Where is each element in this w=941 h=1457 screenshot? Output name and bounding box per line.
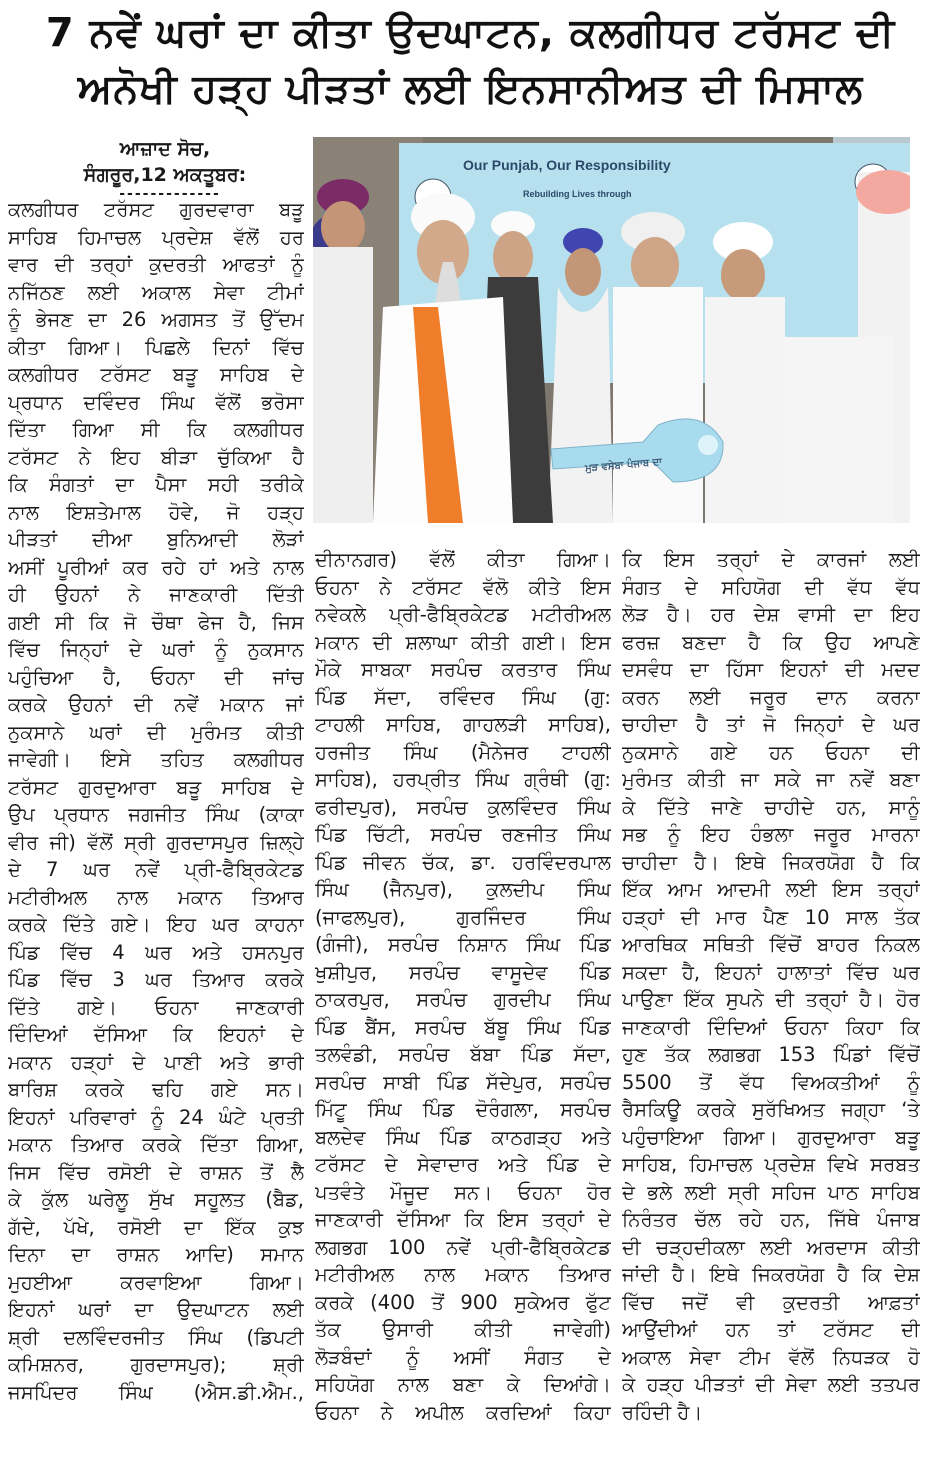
article-line: ਤੱਕ ਉਸਾਰੀ ਕੀਤੀ ਜਾਵੇਗੀ): [315, 1318, 611, 1341]
dateline: [20, 136, 310, 188]
article-line: ਮਕਾਨ ਦੀ ਸ਼ਲਾਘਾ ਕੀਤੀ ਗਈ। ਇਸ: [315, 630, 611, 654]
article-line: ਪ੍ਰਧਾਨ ਦਵਿੰਦਰ ਸਿੰਘ ਵੱਲੋਂ ਭਰੋਸਾ: [8, 390, 304, 414]
article-line: ਓਹਨਾ ਨੇ ਟਰੱਸਟ ਵੱਲੋ ਕੀਤੇ ਇਸ: [315, 575, 611, 599]
article-line: (ਜਾਫਲਪੁਰ), ਗੁਰਜਿੰਦਰ ਸਿੰਘ: [315, 905, 611, 929]
article-line: ਸਿੰਘ (ਜੈਨਪੁਰ), ਕੁਲਦੀਪ ਸਿੰਘ: [315, 878, 611, 901]
article-line: ਕੀਤਾ ਗਿਆ। ਪਿਛਲੇ ਦਿਨਾਂ ਵਿੱਚ: [8, 335, 304, 359]
article-line: ਪਹੁੰਚਾਇਆ ਗਿਆ। ਗੁਰਦੁਆਰਾ ਬੜੂ: [622, 1125, 920, 1149]
article-line: ਵਿੱਚ ਜਦੋਂ ਵੀ ਕੁਦਰਤੀ ਆਫ਼ਤਾਂ: [622, 1290, 920, 1314]
article-line: ਆਰਥਿਕ ਸਥਿਤੀ ਵਿੱਚੋਂ ਬਾਹਰ ਨਿਕਲ: [622, 933, 920, 956]
banner-subtitle: Rebuilding Lives through: [523, 189, 632, 199]
article-line: ਠਾਕਰਪੁਰ, ਸਰਪੰਚ ਗੁਰਦੀਪ ਸਿੰਘ: [315, 988, 611, 1011]
article-line: ਸਾਹਿਬ ਹਿਮਾਚਲ ਪ੍ਰਦੇਸ਼ ਵੱਲੋਂ ਹਰ: [8, 225, 304, 249]
article-line: ਵੀਰ ਜੀ) ਵੱਲੋਂ ਸ੍ਰੀ ਗੁਰਦਾਸਪੁਰ ਜ਼ਿਲ੍ਹੇ: [8, 830, 304, 854]
article-line: ਪਹੁੰਚਿਆ ਹੈ, ਓਹਨਾ ਦੀ ਜਾਂਚ: [8, 665, 304, 689]
article-line: 5500 ਤੋਂ ਵੱਧ ਵਿਅਕਤੀਆਂ ਨੂੰ: [622, 1070, 920, 1094]
article-line: ਦਿੱਤਾ ਗਿਆ ਸੀ ਕਿ ਕਲਗੀਧਰ: [8, 418, 304, 441]
article-line: ਕਿ ਸੰਗਤਾਂ ਦਾ ਪੈਸਾ ਸਹੀ ਤਰੀਕੇ: [8, 473, 304, 496]
article-line: ਗਈ ਸੀ ਕਿ ਜੋ ਚੌਥਾ ਫੇਜ ਹੈ, ਜਿਸ: [8, 610, 304, 634]
article-line: ਦਿੰਦਿਆਂ ਦੱਸਿਆ ਕਿ ਇਹਨਾਂ ਦੇ: [8, 1023, 304, 1046]
article-line: ਟਾਹਲੀ ਸਾਹਿਬ, ਗਾਹਲੜੀ ਸਾਹਿਬ),: [315, 713, 611, 736]
article-line: ਪਿੰਡ ਜੀਵਨ ਚੱਕ, ਡਾ. ਹਰਵਿੰਦਰਪਾਲ: [315, 850, 611, 874]
article-line: ਮਟੀਰੀਅਲ ਨਾਲ ਮਕਾਨ ਤਿਆਰ: [315, 1263, 611, 1286]
article-line: ਬਾਰਿਸ਼ ਕਰਕੇ ਢਹਿ ਗਏ ਸਨ।: [8, 1078, 304, 1101]
news-photo: [313, 137, 910, 523]
article-line: ਪਾਉਣਾ ਇੱਕ ਸੁਪਨੇ ਦੀ ਤਰ੍ਹਾਂ ਹੈ। ਹੋਰ: [622, 988, 920, 1011]
article-line: ਦਿੱਤੇ ਗਏ। ਓਹਨਾ ਜਾਣਕਾਰੀ: [8, 995, 304, 1019]
article-line: ਰੈਸਕਿਊ ਕਰਕੇ ਸੁਰੱਖਿਅਤ ਜਗ੍ਹਾ ‘ਤੇ: [622, 1098, 920, 1121]
article-line: ਦਸਵੰਧ ਦਾ ਹਿੱਸਾ ਇਹਨਾਂ ਦੀ ਮਦਦ: [622, 658, 920, 681]
article-line: ਪਤਵੰਤੇ ਮੌਜੂਦ ਸਨ। ਓਹਨਾ ਹੋਰ: [315, 1180, 611, 1204]
headline-line-1: 7 ਨਵੇਂ ਘਰਾਂ ਦਾ ਕੀਤਾ ਉਦਘਾਟਨ, ਕਲਗੀਧਰ ਟਰੱਸਟ ਦੀ: [45, 10, 896, 56]
article-line: ਦੇ ਭਲੇ ਲਈ ਸ੍ਰੀ ਸਹਿਜ ਪਾਠ ਸਾਹਿਬ: [622, 1180, 920, 1204]
key-prop-text: ਮੁੜ ਵਸੇਬਾ ਪੰਜਾਬ ਦਾ: [584, 456, 663, 475]
article-line: ਖੁਸ਼ੀਪੁਰ, ਸਰਪੰਚ ਵਾਸੂਦੇਵ ਪਿੰਡ: [315, 960, 611, 984]
article-line: ਨਾਲ ਇਸ਼ਤੇਮਾਲ ਹੋਵੇ, ਜੋ ਹੜ੍ਹ: [8, 500, 304, 524]
article-column-2: [315, 546, 611, 1426]
article-line: ਲੋੜਬੰਦਾਂ ਨੂੰ ਅਸੀਂ ਸੰਗਤ ਦੇ: [315, 1345, 611, 1369]
article-line: ਇਹਨਾਂ ਘਰਾਂ ਦਾ ਉਦਘਾਟਨ ਲਈ: [8, 1298, 304, 1321]
article-line: ਪਿੰਡ ਵਿੱਚ 3 ਘਰ ਤਿਆਰ ਕਰਕੇ: [8, 968, 304, 991]
article-line: ਵਿੱਚ ਜਿਨ੍ਹਾਂ ਦੇ ਘਰਾਂ ਨੂੰ ਨੁਕਸਾਨ: [8, 638, 304, 661]
article-line: ਨਿਰੰਤਰ ਚੱਲ ਰਹੇ ਹਨ, ਜਿੱਥੇ ਪੰਜਾਬ: [622, 1208, 920, 1231]
article-line: ਨਵੇਕਲੇ ਪ੍ਰੀ-ਫੈਬ੍ਰਿਕੇਟਡ ਮਟੀਰੀਅਲ: [315, 603, 611, 626]
article-line: ਸਭ ਨੂੰ ਇਹ ਹੰਭਲਾ ਜਰੂਰ ਮਾਰਨਾ: [622, 823, 920, 846]
article-line: ਹੀ ਉਹਨਾਂ ਨੇ ਜਾਣਕਾਰੀ ਦਿੱਤੀ: [8, 583, 304, 606]
article-line: ਸਹਿਯੋਗ ਨਾਲ ਬਣਾ ਕੇ ਦਿਆਂਗੇ।: [315, 1373, 611, 1396]
article-line: ਕੇ ਹੜ੍ਹ ਪੀੜਤਾਂ ਦੀ ਸੇਵਾ ਲਈ ਤਤਪਰ: [622, 1373, 920, 1396]
dateline-place-date: ਸੰਗਰੂਰ,12 ਅਕਤੂਬਰ:: [83, 164, 247, 186]
article-line: (ਗੰਜੀ), ਸਰਪੰਚ ਨਿਸ਼ਾਨ ਸਿੰਘ ਪਿੰਡ: [315, 933, 611, 956]
article-line: ਦੀ ਚੜ੍ਹਦੀਕਲਾ ਲਈ ਅਰਦਾਸ ਕੀਤੀ: [622, 1235, 920, 1259]
article-line: ਜਾਣਕਾਰੀ ਦਿੰਦਿਆਂ ਓਹਨਾ ਕਿਹਾ ਕਿ: [622, 1015, 920, 1039]
article-line: ਹੜ੍ਹਾਂ ਦੀ ਮਾਰ ਪੈਣ 10 ਸਾਲ ਤੱਕ: [622, 905, 920, 929]
article-line: ਟਰੱਸਟ ਨੇ ਇਹ ਬੀੜਾ ਚੁੱਕਿਆ ਹੈ: [8, 445, 304, 469]
article-line: ਤਲਵੰਡੀ, ਸਰਪੰਚ ਬੱਬਾ ਪਿੰਡ ਸੱਦਾ,: [315, 1043, 611, 1066]
article-line: ਕਰਕੇ ਦਿੱਤੇ ਗਏ। ਇਹ ਘਰ ਕਾਹਨਾ: [8, 913, 304, 936]
article-line: ਟਰੱਸਟ ਦੇ ਸੇਵਾਦਾਰ ਅਤੇ ਪਿੰਡ ਦੇ: [315, 1153, 611, 1176]
article-line: ਸੰਗਤ ਦੇ ਸਹਿਯੋਗ ਦੀ ਵੱਧ ਵੱਧ: [622, 575, 920, 599]
article-line: ਸਾਹਿਬ), ਹਰਪ੍ਰੀਤ ਸਿੰਘ ਗ੍ਰੰਥੀ (ਗੁ:: [315, 768, 611, 791]
banner-title: Our Punjab, Our Responsibility: [463, 157, 671, 173]
article-line: ਆਉਂਦੀਆਂ ਹਨ ਤਾਂ ਟਰੱਸਟ ਦੀ: [622, 1318, 920, 1341]
article-line: ਇਹਨਾਂ ਪਰਿਵਾਰਾਂ ਨੂੰ 24 ਘੰਟੇ ਪ੍ਰਤੀ: [8, 1105, 304, 1129]
article-line: ਪਿੰਡ ਵਿੱਚ 4 ਘਰ ਅਤੇ ਹਸਨਪੁਰ: [8, 940, 304, 964]
article-line: ਜਾਵੇਗੀ। ਇਸੇ ਤਹਿਤ ਕਲਗੀਧਰ: [8, 748, 304, 771]
article-line: ਜਿਸ ਵਿੱਚ ਰਸੋਈ ਦੇ ਰਾਸ਼ਨ ਤੋਂ ਲੈ: [8, 1160, 304, 1184]
article-line: ਪਿੰਡ ਚਿੱਟੀ, ਸਰਪੰਚ ਰਣਜੀਤ ਸਿੰਘ: [315, 823, 611, 846]
article-line: ਦਿਨਾ ਦਾ ਰਾਸ਼ਨ ਆਦਿ) ਸਮਾਨ: [8, 1243, 304, 1266]
article-line: ਫਰੀਦਪੁਰ), ਸਰਪੰਚ ਕੁਲਵਿੰਦਰ ਸਿੰਘ: [315, 795, 611, 819]
dateline-source: ਆਜ਼ਾਦ ਸੋਚ,: [119, 138, 211, 160]
article-line: ਮੁਹਈਆ ਕਰਵਾਇਆ ਗਿਆ।: [8, 1270, 304, 1294]
article-column-1: [8, 196, 304, 1406]
article-line: ਕੇ ਕੁੱਲ ਘਰੇਲੂ ਸੁੱਖ ਸਹੂਲਤ (ਬੈਡ,: [8, 1188, 304, 1211]
article-line: ਮਿੱਟੂ ਸਿੰਘ ਪਿੰਡ ਦੋਰੰਗਲਾ, ਸਰਪੰਚ: [315, 1098, 611, 1121]
article-line: ਮੌਕੇ ਸਾਬਕਾ ਸਰਪੰਚ ਕਰਤਾਰ ਸਿੰਘ: [315, 658, 611, 681]
article-line: ਮੁਰੰਮਤ ਕੀਤੀ ਜਾ ਸਕੇ ਜਾ ਨਵੇਂ ਬਣਾ: [622, 768, 920, 791]
article-line: ਜਸਪਿੰਦਰ ਸਿੰਘ (ਐਸ.ਡੀ.ਐਮ.,: [8, 1380, 304, 1404]
article-line: ਨੁਕਸਾਨੇ ਘਰਾਂ ਦੀ ਮੁਰੰਮਤ ਕੀਤੀ: [8, 720, 304, 744]
article-line: ਇੱਕ ਆਮ ਆਦਮੀ ਲਈ ਇਸ ਤਰ੍ਹਾਂ: [622, 878, 920, 901]
article-line: ਕਮਿਸ਼ਨਰ, ਗੁਰਦਾਸਪੁਰ); ਸ਼੍ਰੀ: [8, 1353, 304, 1376]
headline-line-2: ਅਨੋਖੀ ਹੜ੍ਹ ਪੀੜਤਾਂ ਲਈ ਇਨਸਾਨੀਅਤ ਦੀ ਮਿਸਾਲ: [77, 66, 864, 112]
article-line: ਕਿ ਇਸ ਤਰ੍ਹਾਂ ਦੇ ਕਾਰਜਾਂ ਲਈ: [622, 548, 920, 571]
article-line: ਫਰਜ਼ ਬਣਦਾ ਹੈ ਕਿ ਉਹ ਆਪਣੇ: [622, 630, 920, 654]
article-line: ਕਲਗੀਧਰ ਟਰੱਸਟ ਗੁਰਦਵਾਰਾ ਬੜੂ: [8, 198, 304, 221]
article-line: ਟਰੱਸਟ ਗੁਰਦੁਆਰਾ ਬੜੂ ਸਾਹਿਬ ਦੇ: [8, 775, 304, 799]
article-line: ਨੁਕਸਾਨੇ ਗਏ ਹਨ ਓਹਨਾ ਦੀ: [622, 740, 920, 764]
article-line: ਰਹਿੰਦੀ ਹੈ।: [622, 1400, 703, 1424]
article-line: ਪੀੜਤਾਂ ਦੀਆ ਬੁਨਿਆਦੀ ਲੋੜਾਂ: [8, 528, 304, 551]
article-line: ਗੱਦੇ, ਪੱਖੇ, ਰਸੋਈ ਦਾ ਇੱਕ ਕੁਝ: [8, 1215, 304, 1239]
article-line: ਕਰਕੇ ਉਹਨਾਂ ਦੀ ਨਵੇਂ ਮਕਾਨ ਜਾਂ: [8, 693, 304, 716]
article-line: ਪਿੰਡ ਸੱਦਾ, ਰਵਿੰਦਰ ਸਿੰਘ (ਗੁ:: [315, 685, 611, 709]
article-line: ਅਸੀਂ ਪੂਰੀਆਂ ਕਰ ਰਹੇ ਹਾਂ ਅਤੇ ਨਾਲ: [8, 555, 304, 579]
article-line: ਕਲਗੀਧਰ ਟਰੱਸਟ ਬੜੂ ਸਾਹਿਬ ਦੇ: [8, 363, 304, 386]
article-line: ਉਪ ਪ੍ਰਧਾਨ ਜਗਜੀਤ ਸਿੰਘ (ਕਾਕਾ: [8, 803, 304, 826]
article-line: ਨੂੰ ਭੇਜਣ ਦਾ 26 ਅਗਸਤ ਤੋਂ ਉੱਦਮ: [8, 308, 304, 331]
article-line: ਓਹਨਾ ਨੇ ਅਪੀਲ ਕਰਦਿਆਂ ਕਿਹਾ: [315, 1400, 611, 1424]
article-line: ਮਟੀਰੀਅਲ ਨਾਲ ਮਕਾਨ ਤਿਆਰ: [8, 885, 304, 909]
article-line: ਦੇ 7 ਘਰ ਨਵੇਂ ਪ੍ਰੀ-ਫੈਬ੍ਰਿਕੇਟਡ: [8, 858, 304, 881]
dateline-separator: -------------: [119, 186, 221, 202]
article-line: ਸਰਪੰਚ ਸਾਬੀ ਪਿੰਡ ਸੱਦੇਪੁਰ, ਸਰਪੰਚ: [315, 1070, 611, 1094]
article-line: ਲੋੜ ਹੈ। ਹਰ ਦੇਸ਼ ਵਾਸੀ ਦਾ ਇਹ: [622, 603, 920, 626]
article-line: ਬਲਦੇਵ ਸਿੰਘ ਪਿੰਡ ਕਾਠਗੜ੍ਹ ਅਤੇ: [315, 1125, 611, 1149]
article-line: ਹਰਜੀਤ ਸਿੰਘ (ਮੈਨੇਜਰ ਟਾਹਲੀ: [315, 740, 611, 764]
article-line: ਕਰਕੇ (400 ਤੋਂ 900 ਸੁਕੇਅਰ ਫੁੱਟ: [315, 1290, 611, 1314]
article-line: ਚਾਹੀਦਾ ਹੈ ਤਾਂ ਜੋ ਜਿਨ੍ਹਾਂ ਦੇ ਘਰ: [622, 713, 920, 736]
article-line: ਚਾਹੀਦਾ ਹੈ। ਇਥੇ ਜਿਕਰਯੋਗ ਹੈ ਕਿ: [622, 850, 920, 874]
article-line: ਨਜਿੱਠਣ ਲਈ ਅਕਾਲ ਸੇਵਾ ਟੀਮਾਂ: [8, 280, 304, 304]
article-line: ਮਕਾਨ ਤਿਆਰ ਕਰਕੇ ਦਿੱਤਾ ਗਿਆ,: [8, 1133, 304, 1156]
article-line: ਲਗਭਗ 100 ਨਵੇਂ ਪ੍ਰੀ-ਫੈਬ੍ਰਿਕੇਟਡ: [315, 1235, 611, 1259]
article-line: ਕੇ ਦਿੱਤੇ ਜਾਣੇ ਚਾਹੀਦੇ ਹਨ, ਸਾਨੂੰ: [622, 795, 920, 819]
article-line: ਸਕਦਾ ਹੈ, ਇਹਨਾਂ ਹਾਲਾਤਾਂ ਵਿੱਚ ਘਰ: [622, 960, 920, 984]
article-line: ਕਰਨ ਲਈ ਜਰੂਰ ਦਾਨ ਕਰਨਾ: [622, 685, 920, 709]
article-line: ਜਾਣਕਾਰੀ ਦੱਸਿਆ ਕਿ ਇਸ ਤਰ੍ਹਾਂ ਦੇ: [315, 1208, 611, 1231]
article-line: ਮਕਾਨ ਹੜ੍ਹਾਂ ਦੇ ਪਾਣੀ ਅਤੇ ਭਾਰੀ: [8, 1050, 304, 1074]
article-line: ਅਕਾਲ ਸੇਵਾ ਟੀਮ ਵੱਲੋਂ ਨਿਧੜਕ ਹੋ: [622, 1345, 920, 1369]
article-line: ਪਿੰਡ ਬੈਂਸ, ਸਰਪੰਚ ਬੱਬੂ ਸਿੰਘ ਪਿੰਡ: [315, 1015, 611, 1039]
article-line: ਦੀਨਾਨਗਰ) ਵੱਲੋਂ ਕੀਤਾ ਗਿਆ।: [315, 548, 611, 571]
article-line: ਸਾਹਿਬ, ਹਿਮਾਚਲ ਪ੍ਰਦੇਸ਼ ਵਿਖੇ ਸਰਬਤ: [622, 1153, 920, 1176]
article-line: ਜਾਂਦੀ ਹੈ। ਇਥੇ ਜਿਕਰਯੋਗ ਹੈ ਕਿ ਦੇਸ਼: [622, 1263, 920, 1286]
article-column-3: [622, 546, 920, 1426]
article-line: ਸ਼੍ਰੀ ਦਲਵਿੰਦਰਜੀਤ ਸਿੰਘ (ਡਿਪਟੀ: [8, 1325, 304, 1349]
article-line: ਹੁਣ ਤੱਕ ਲਗਭਗ 153 ਪਿੰਡਾਂ ਵਿੱਚੋਂ: [622, 1043, 920, 1066]
article-line: ਵਾਰ ਦੀ ਤਰ੍ਹਾਂ ਕੁਦਰਤੀ ਆਫਤਾਂ ਨੂੰ: [8, 253, 304, 276]
